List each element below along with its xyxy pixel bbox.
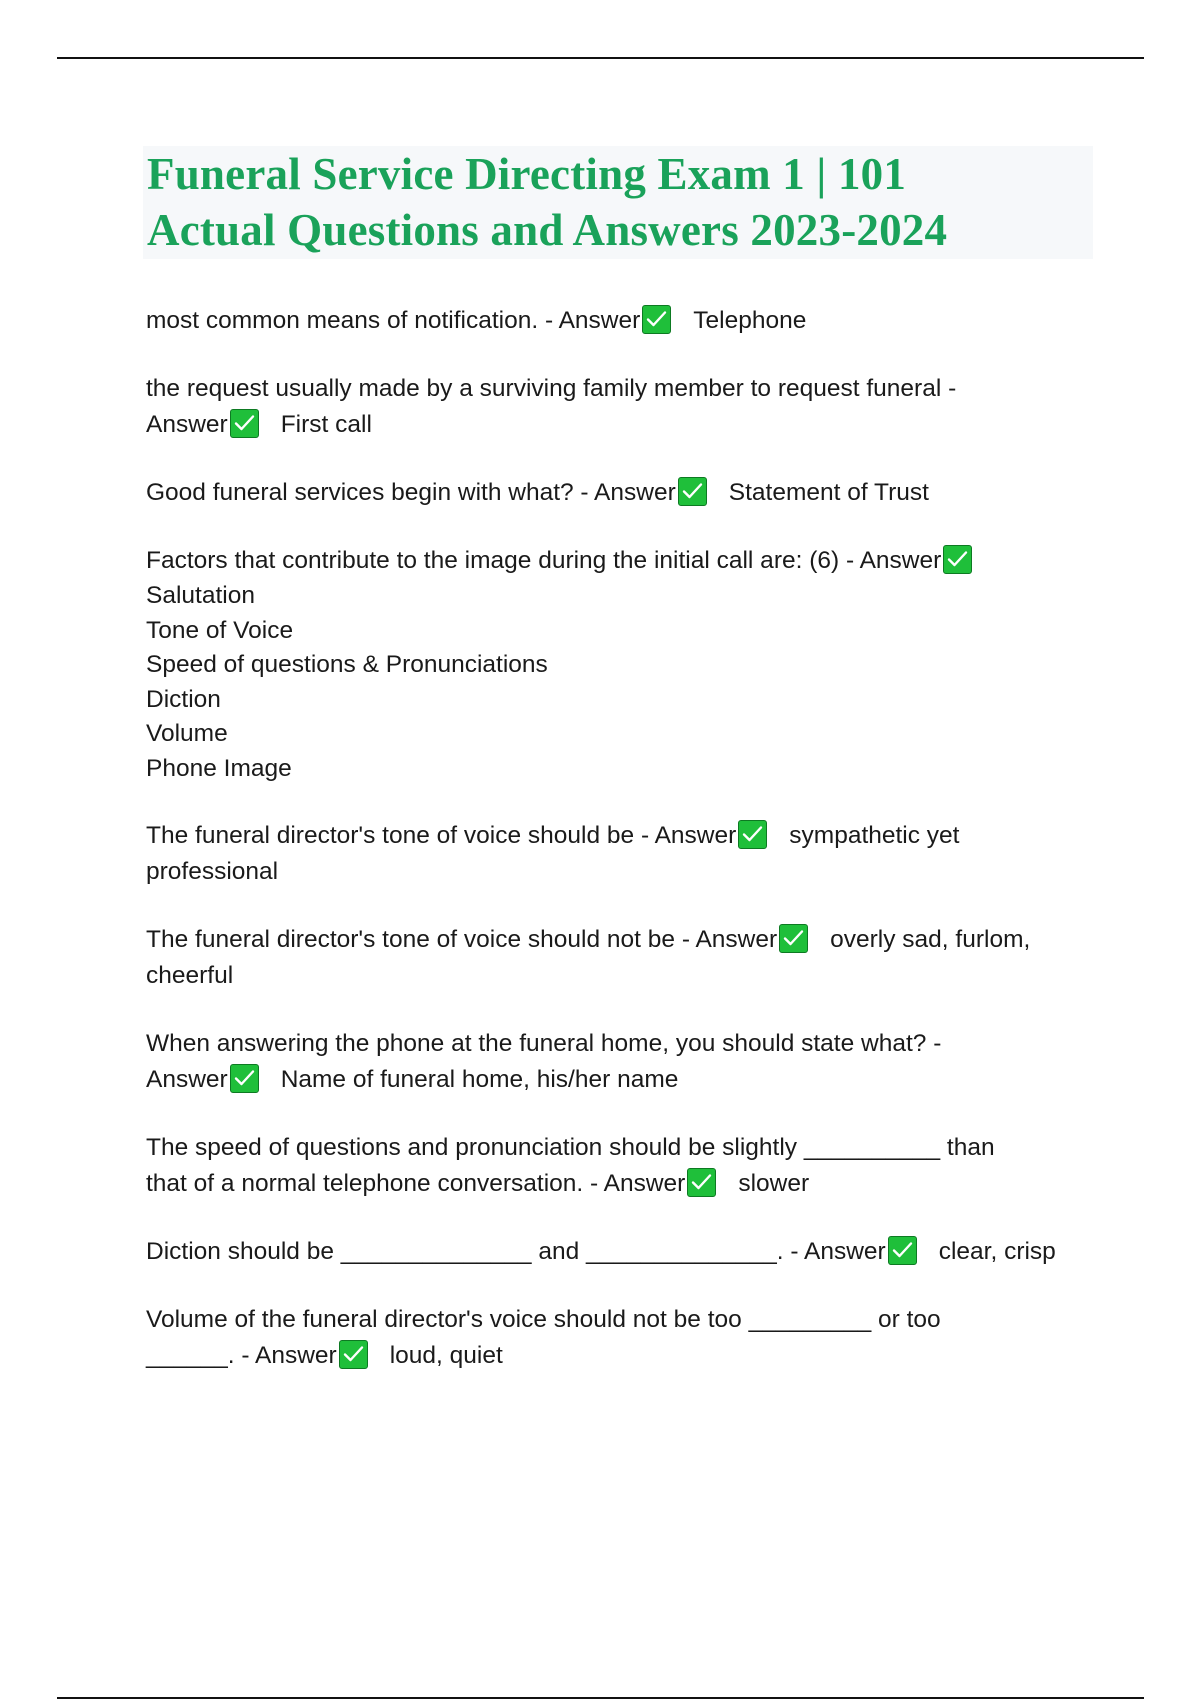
answer-list-item: Volume xyxy=(146,720,228,747)
question-text-cont: that of a normal telephone conversation. - Answer xyxy=(146,1170,686,1197)
check-mark-icon xyxy=(888,1236,917,1265)
answer-list-item: Diction xyxy=(146,685,221,713)
answer-text-cont: cheerful xyxy=(146,962,234,989)
question-text: Volume of the funeral director's voice should not be too _________ or too xyxy=(146,1306,941,1333)
question-text-cont: ______. - Answer xyxy=(146,1342,337,1369)
qa-item-9 xyxy=(146,1234,1096,1270)
question-text: The funeral director's tone of voice should not be - Answer xyxy=(146,926,778,953)
check-mark-icon xyxy=(642,305,671,334)
title-line-1: Funeral Service Directing Exam 1 | 101 xyxy=(147,149,907,199)
qa-item-6 xyxy=(146,922,1096,994)
qa-item-1 xyxy=(146,303,1096,339)
answer-list-item: Salutation xyxy=(146,582,255,609)
answer-text: First call xyxy=(280,411,372,438)
answer-text: sympathetic yet xyxy=(789,822,960,849)
qa-item-2 xyxy=(146,371,1096,443)
question-text-cont: Answer xyxy=(146,1066,228,1093)
qa-item-10 xyxy=(146,1302,1096,1374)
qa-item-8 xyxy=(146,1130,1096,1202)
question-text: Good funeral services begin with what? - Answer xyxy=(146,479,676,506)
check-mark-icon xyxy=(943,545,972,574)
answer-list-item: Tone of Voice xyxy=(146,616,294,644)
bottom-rule xyxy=(57,1697,1144,1699)
check-mark-icon xyxy=(230,409,259,438)
question-text: Diction should be ______________ and ______________. - Answer xyxy=(146,1238,886,1265)
check-mark-icon xyxy=(339,1340,368,1369)
question-text: When answering the phone at the funeral home, you should state what? - xyxy=(146,1030,942,1057)
check-mark-icon xyxy=(738,820,767,849)
answer-list-item: Phone Image xyxy=(146,754,292,782)
question-text-cont: Answer xyxy=(146,411,228,438)
answer-text: Telephone xyxy=(693,307,807,334)
answer-text: Name of funeral home, his/her name xyxy=(280,1066,679,1093)
check-mark-icon xyxy=(678,477,707,506)
question-text: most common means of notification. - Answer xyxy=(146,307,641,334)
check-mark-icon xyxy=(779,924,808,953)
answer-text: clear, crisp xyxy=(938,1238,1056,1265)
answer-text: Statement of Trust xyxy=(728,479,929,506)
answer-text-cont: professional xyxy=(146,858,279,885)
question-answer-list xyxy=(146,303,1096,1406)
answer-text: slower xyxy=(738,1170,810,1197)
answer-text: overly sad, furlom, xyxy=(830,926,1031,953)
qa-item-5 xyxy=(146,818,1096,890)
answer-text: loud, quiet xyxy=(389,1342,503,1369)
document-title xyxy=(147,146,1089,258)
question-text: The funeral director's tone of voice should be - Answer xyxy=(146,822,737,849)
question-text: Factors that contribute to the image during the initial call are: (6) - Answer xyxy=(146,547,942,574)
question-text: The speed of questions and pronunciation should be slightly __________ than xyxy=(146,1134,995,1161)
question-text: the request usually made by a surviving family member to request funeral - xyxy=(146,375,957,402)
title-line-2: Actual Questions and Answers 2023-2024 xyxy=(147,205,948,255)
qa-item-3 xyxy=(146,475,1096,511)
qa-item-4 xyxy=(146,543,1096,786)
answer-list-item: Speed of questions & Pronunciations xyxy=(146,651,548,678)
check-mark-icon xyxy=(230,1064,259,1093)
qa-item-7 xyxy=(146,1026,1096,1098)
title-banner xyxy=(143,146,1093,259)
check-mark-icon xyxy=(687,1168,716,1197)
top-rule xyxy=(57,57,1144,59)
